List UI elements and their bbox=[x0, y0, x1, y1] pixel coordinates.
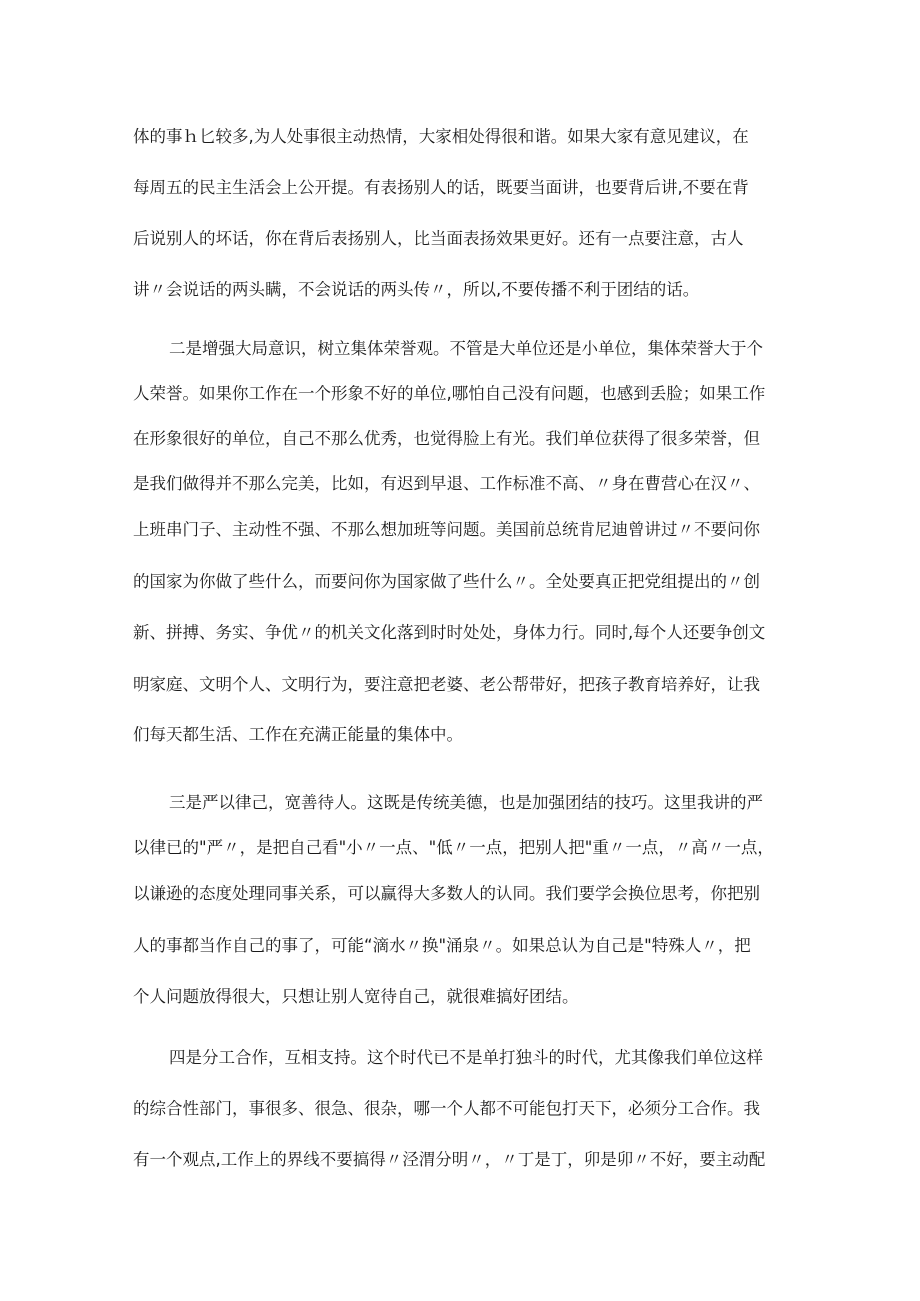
paragraph-line: 明家庭、文明个人、文明行为，要注意把老婆、老公帮带好，把孩子教育培养好，让我 bbox=[133, 675, 760, 694]
paragraph-line: 个人问题放得很大，只想让别人宽待自己，就很难搞好团结。 bbox=[133, 987, 579, 1006]
paragraph-line: 上班串门子、主动性不强、不那么想加班等问题。美国前总统肯尼迪曾讲过〃不要问你 bbox=[133, 520, 760, 539]
paragraph-line: 体的事ｈ匕较多,为人处事很主动热情，大家相处得很和谐。如果大家有意见建议，在 bbox=[133, 127, 749, 146]
paragraph-line: 四是分工合作，互相支持。这个时代已不是单打独斗的时代，尤其像我们单位这样 bbox=[169, 1048, 763, 1067]
paragraph-line: 们每天都生活、工作在充满正能量的集体中。 bbox=[133, 725, 463, 744]
paragraph-line: 以谦逊的态度处理同事关系，可以赢得大多数人的认同。我们要学会换位思考，你把别 bbox=[133, 884, 760, 903]
paragraph-line: 每周五的民主生活会上公开提。有表扬别人的话，既要当面讲，也要背后讲,不要在背 bbox=[133, 178, 749, 197]
paragraph-line: 是我们做得并不那么完美，比如，有迟到早退、工作标准不高、〃身在曹营心在汉〃、 bbox=[133, 474, 760, 493]
paragraph-line: 三是严以律己，宽善待人。这既是传统美德，也是加强团结的技巧。这里我讲的严 bbox=[169, 793, 763, 812]
paragraph-line: 二是增强大局意识，树立集体荣誉观。不管是大单位还是小单位，集体荣誉大于个 bbox=[169, 339, 763, 358]
paragraph-line: 人的事都当作自己的事了，可能“滴水〃换"涌泉〃。如果总认为自己是"特殊人〃，把 bbox=[133, 936, 751, 955]
paragraph-line: 新、拼搏、务实、争优〃的机关文化落到时时处处，身体力行。同时,每个人还要争创文 bbox=[133, 623, 766, 642]
paragraph-line: 讲〃会说话的两头瞒，不会说话的两头传〃，所以,不要传播不利于团结的话。 bbox=[133, 280, 700, 299]
paragraph-line: 在形象很好的单位，自己不那么优秀，也觉得脸上有光。我们单位获得了很多荣誉，但 bbox=[133, 429, 760, 448]
paragraph-line: 后说别人的坏话，你在背后表扬别人，比当面表扬效果更好。还有一点要注意，古人 bbox=[133, 229, 744, 248]
paragraph-line: 的综合性部门，事很多、很急、很杂，哪一个人都不可能包打天下，必须分工合作。我 bbox=[133, 1099, 760, 1118]
paragraph-line: 以律已的"严〃，是把自己看"小〃一点、"低〃一点，把别人把"重〃一点，〃高〃一点， bbox=[133, 838, 774, 857]
paragraph-line: 有一个观点,工作上的界线不要搞得〃泾渭分明〃，〃丁是丁，卯是卯〃不好，要主动配 bbox=[133, 1150, 766, 1169]
paragraph-line: 人荣誉。如果你工作在一个形象不好的单位,哪怕自己没有问题，也感到丢脸；如果工作 bbox=[133, 384, 766, 403]
paragraph-line: 的国家为你做了些什么，而要问你为国家做了些什么〃。全处要真正把党组提出的〃创 bbox=[133, 572, 760, 591]
